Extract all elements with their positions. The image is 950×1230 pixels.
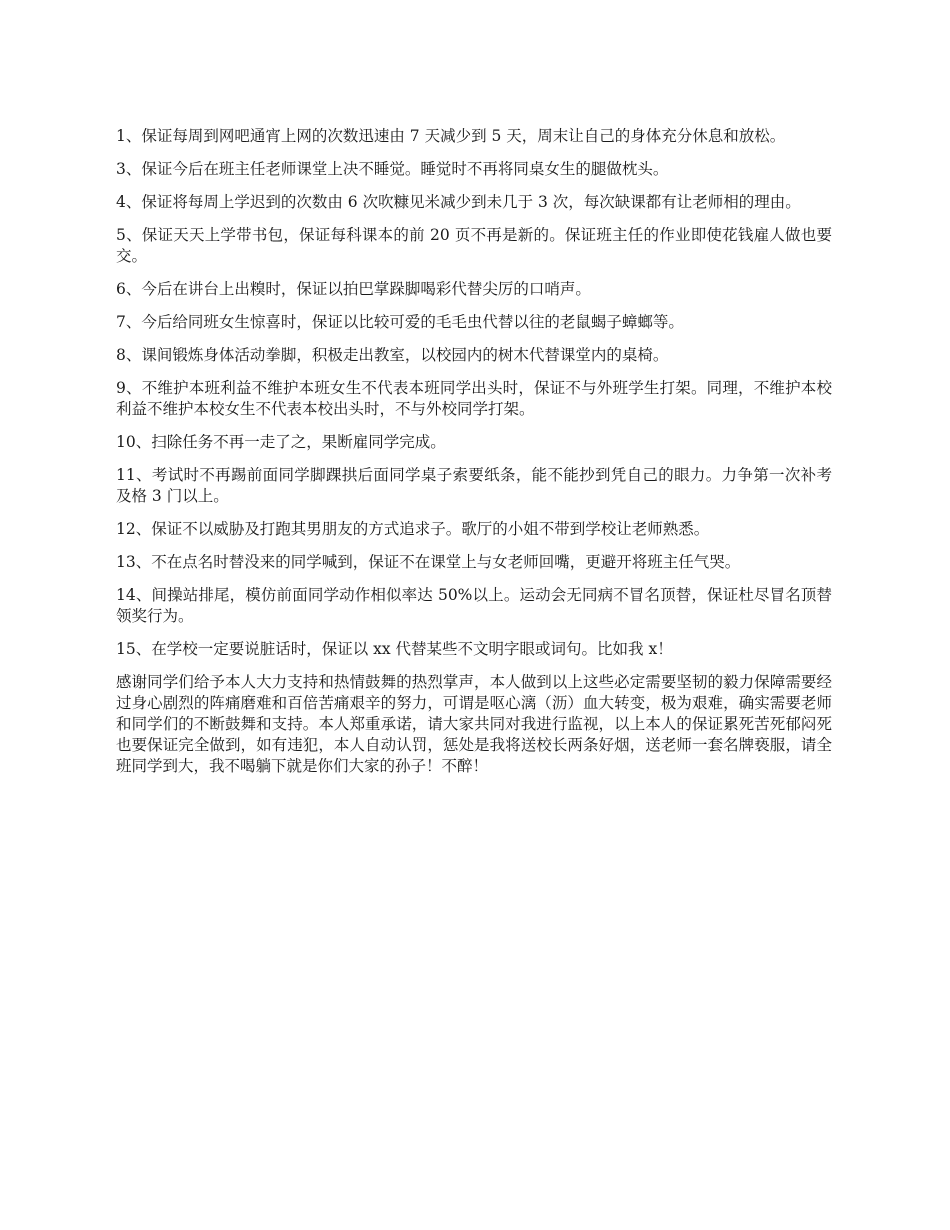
pledge-item-3: 3、保证今后在班主任老师课堂上决不睡觉。睡觉时不再将同桌女生的腿做枕头。: [116, 160, 669, 178]
pledge-item-4: 4、保证将每周上学迟到的次数由 6 次吹糠见米减少到未几于 3 次，每次缺课都有让老师相的理由。: [116, 193, 801, 211]
pledge-item-5: 5、保证天天上学带书包，保证每科课本的前 20 页不再是新的。保证班主任的作业即使花钱雇人做也要交。: [116, 226, 832, 265]
pledge-item-6: 6、今后在讲台上出糗时，保证以拍巴掌跺脚喝彩代替尖厉的口哨声。: [116, 280, 591, 298]
pledge-item-8: 8、课间锻炼身体活动拳脚，积极走出教室，以校园内的树木代替课堂内的桌椅。: [116, 346, 669, 364]
pledge-item-15: 15、在学校一定要说脏话时，保证以 xx 代替某些不文明字眼或词句。比如我 x！: [116, 640, 673, 658]
document-body: [116, 126, 832, 789]
closing-paragraph: 感谢同学们给予本人大力支持和热情鼓舞的热烈掌声，本人做到以上这些必定需要坚韧的毅力保障需要经过身心剧烈的阵痛磨难和百倍苦痛艰辛的努力，可谓是呕心漓（沥）血大转变，极为艰难，确实需要老师和同学们的不断鼓舞和支持。本人郑重承诺，请大家共同对我进行监视，以上本人的保证累死苦死郁闷死也要保证完全做到，如有违犯，本人自动认罚，惩处是我将送校长两条好烟，送老师一套名牌亵服，请全班同学到大，我不喝躺下就是你们大家的孙子！不醉！: [116, 673, 832, 775]
pledge-item-10: 10、扫除任务不再一走了之，果断雇同学完成。: [116, 433, 446, 451]
pledge-item-7: 7、今后给同班女生惊喜时，保证以比较可爱的毛毛虫代替以往的老鼠蝎子蟑螂等。: [116, 313, 684, 331]
pledge-item-11: 11、考试时不再踢前面同学脚踝拱后面同学桌子索要纸条，能不能抄到凭自己的眼力。力争第一次补考及格 3 门以上。: [116, 466, 832, 505]
pledge-item-12: 12、保证不以威胁及打跑其男朋友的方式追求子。歌厅的小姐不带到学校让老师熟悉。: [116, 520, 710, 538]
pledge-item-9: 9、不维护本班利益不维护本班女生不代表本班同学出头时，保证不与外班学生打架。同理，不维护本校利益不维护本校女生不代表本校出头时，不与外校同学打架。: [116, 379, 832, 418]
pledge-item-1: 1、保证每周到网吧通宵上网的次数迅速由 7 天减少到 5 天，周末让自己的身体充分休息和放松。: [116, 127, 786, 145]
pledge-item-14: 14、间操站排尾，模仿前面同学动作相似率达 50%以上。运动会无同病不冒名顶替，保证杜尽冒名顶替领奖行为。: [116, 586, 832, 625]
pledge-item-13: 13、不在点名时替没来的同学喊到，保证不在课堂上与女老师回嘴，更避开将班主任气哭。: [116, 553, 741, 571]
